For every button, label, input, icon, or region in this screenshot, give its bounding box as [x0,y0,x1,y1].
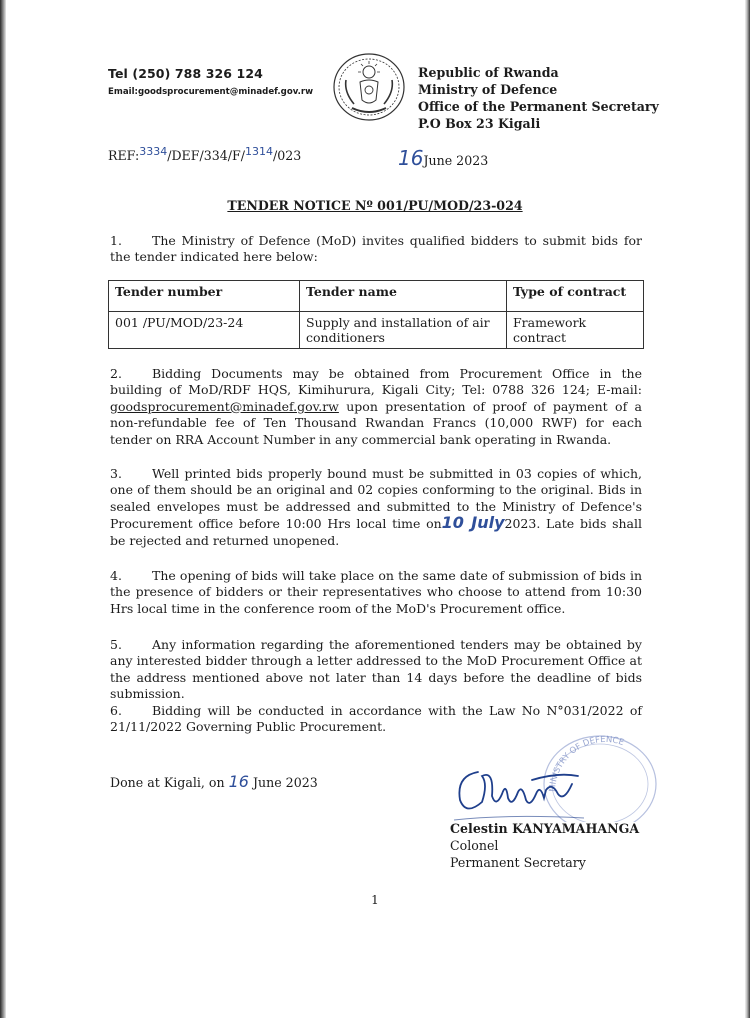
para-text: Well printed bids properly bound must be submitted in 03 copies of which, one of them should be an original and 02 copies conforming to the original. Bids in sealed envelopes must be addressed and submitted to the Ministry of Defence's Procurement office before 10:00 Hrs local time on [110,466,642,532]
date-rest: June 2023 [423,153,489,168]
signatory-rank: Colonel [450,838,499,853]
para-text: The opening of bids will take place on the same date of submission of bids in the presence of bidders or their representatives who choose to attend from 10:30 Hrs local time in the conference room of the MoD's Procurement office. [110,568,642,616]
reference-number [108,145,302,163]
letter-date [398,146,488,170]
para-number: 2. [110,366,122,381]
signatory-name: Celestin KANYAMAHANGA [450,821,640,836]
para-text-cont: 2023. Late bids shall be rejected and returned unopened. [110,516,642,548]
done-handwritten-day: 16 [228,772,249,791]
signatory-title: Permanent Secretary [450,855,586,870]
handwritten-signature [448,754,588,824]
tender-table [108,280,644,349]
paragraph-1 [110,233,642,266]
paragraph-5 [110,637,642,703]
header-tender-name: Tender name [300,281,507,312]
para-text: Bidding Documents may be obtained from Procurement Office in the building of MoD/RDF HQS, Kimihurura, Kigali City; Tel: 0788 326 124; E-mail: [110,366,642,398]
signing-place-date [110,772,318,791]
signatory-block [450,820,639,871]
ref-prefix: REF: [108,148,140,163]
cell-tender-number: 001 /PU/MOD/23-24 [109,312,300,349]
org-line-office: Office of the Permanent Secretary [418,99,659,114]
org-line-ministry: Ministry of Defence [418,82,558,97]
table-row [109,312,644,349]
para-number: 1. [110,233,122,248]
stamp-text: MINISTRY OF DEFENCE [547,734,626,793]
organisation-block [418,64,659,132]
para-text-cont: upon presentation of proof of payment of a non-refundable fee of Ten Thousand Rwandan Francs (10,000 RWF) for each tender on RRA Account Number in any commercial bank operating in Rwanda. [110,398,642,447]
para-text: Any information regarding the aforementioned tenders may be obtained by any interested bidder through a letter addressed to the MoD Procurement Office at the address mentioned above not later than 14 days before the deadline of bids submission. [110,637,642,702]
para-number: 6. [110,703,122,718]
page-number: 1 [371,893,379,907]
paragraph-4 [110,568,642,617]
email-address: Email:goodsprocurement@minadef.gov.rw [108,87,314,97]
ref-mid: /DEF/334/F/ [167,148,245,163]
para-text: The Ministry of Defence (MoD) invites qualified bidders to submit bids for the tender indicated here below: [110,233,642,265]
header-contract-type: Type of contract [507,281,644,312]
para-number: 4. [110,568,122,583]
header-tender-number: Tender number [109,281,300,312]
rwanda-coat-of-arms-icon [330,50,408,124]
done-prefix: Done at Kigali, on [110,775,229,790]
cell-tender-name: Supply and installation of air conditioners [300,312,507,349]
contact-block [108,66,313,97]
ref-suffix: /023 [273,148,302,163]
ref-handwritten-number: 3334 [139,145,168,158]
scan-edge-left [0,0,6,1018]
paragraph-3 [110,466,642,549]
notice-title: TENDER NOTICE Nº 001/PU/MOD/23-024 [227,198,523,213]
ref-handwritten-code: 1314 [245,145,273,158]
para-number: 3. [110,466,122,481]
org-line-address: P.O Box 23 Kigali [418,116,541,131]
handwritten-deadline-date: 10 July [441,513,505,533]
telephone: Tel (250) 788 326 124 [108,66,263,81]
procurement-email-link[interactable]: goodsprocurement@minadef.gov.rw [110,398,339,414]
cell-contract-type: Framework contract [507,312,644,349]
para-number: 5. [110,637,122,652]
scan-edge-right [745,0,750,1018]
paragraph-2 [110,366,642,448]
org-line-country: Republic of Rwanda [418,65,559,80]
done-suffix: June 2023 [248,775,318,790]
table-header-row [109,281,644,312]
para-text: Bidding will be conducted in accordance with the Law No N°031/2022 of 21/11/2022 Governing Public Procurement. [110,703,642,735]
date-handwritten-day: 16 [398,146,424,170]
